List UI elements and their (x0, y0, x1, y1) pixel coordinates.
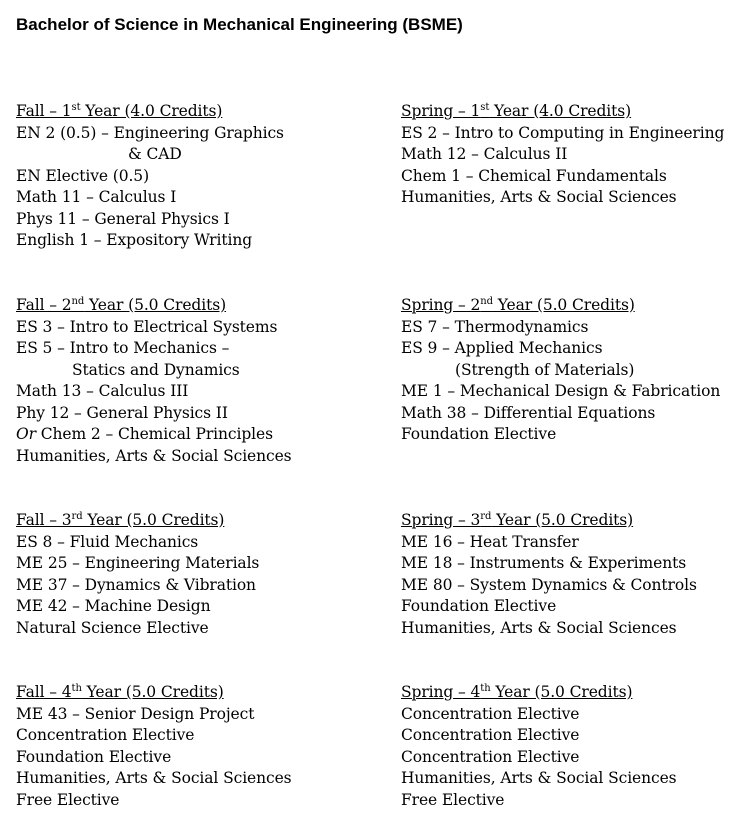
course-line: Math 38 – Differential Equations (401, 403, 656, 422)
course-line: Humanities, Arts & Social Sciences (401, 769, 677, 787)
course-line-continued: (Strength of Materials) (455, 360, 635, 379)
course-line: ES 5 – Intro to Mechanics – (16, 339, 230, 357)
course-line: ME 1 – Mechanical Design & Fabrication (401, 382, 721, 400)
course-line: Chem 1 – Chemical Fundamentals (401, 166, 667, 185)
semester-fall-year-1 (16, 101, 356, 252)
course-line: Foundation Elective (16, 747, 172, 766)
course-line: ME 37 – Dynamics & Vibration (16, 575, 256, 594)
semester-spring-year-1 (401, 101, 741, 209)
course-line: Free Elective (401, 790, 505, 809)
course-line: Free Elective (16, 790, 120, 809)
semester-fall-year-2 (16, 295, 356, 467)
semester-heading: Fall – 3rd Year (5.0 Credits) (16, 510, 225, 529)
semester-fall-year-4 (16, 682, 356, 811)
course-line: EN Elective (0.5) (16, 166, 150, 185)
course-line: ME 80 – System Dynamics & Controls (401, 575, 697, 594)
page-title: Bachelor of Science in Mechanical Engineering (BSME) (16, 15, 463, 34)
course-line-continued: & CAD (128, 145, 182, 163)
course-line: Foundation Elective (401, 597, 557, 615)
course-line: Humanities, Arts & Social Sciences (16, 446, 292, 465)
course-line: Concentration Elective (16, 726, 195, 744)
course-line: ME 43 – Senior Design Project (16, 704, 255, 723)
course-line: ES 2 – Intro to Computing in Engineering (401, 123, 725, 142)
semester-fall-year-3 (16, 510, 356, 639)
semester-heading: Fall – 1st Year (4.0 Credits) (16, 101, 223, 120)
course-line: ES 8 – Fluid Mechanics (16, 532, 199, 551)
semester-spring-year-4 (401, 682, 741, 811)
course-line: ME 18 – Instruments & Experiments (401, 554, 687, 572)
course-line: ES 7 – Thermodynamics (401, 317, 589, 336)
semester-heading: Spring – 4th Year (5.0 Credits) (401, 682, 633, 701)
course-line: Concentration Elective (401, 726, 580, 744)
semester-spring-year-3 (401, 510, 741, 639)
semester-heading: Spring – 3rd Year (5.0 Credits) (401, 510, 634, 529)
course-line: Humanities, Arts & Social Sciences (401, 618, 677, 637)
semester-spring-year-2 (401, 295, 741, 446)
course-line: Natural Science Elective (16, 618, 209, 637)
course-line: EN 2 (0.5) – Engineering Graphics (16, 123, 284, 142)
course-line-alternative: Or Chem 2 – Chemical Principles (16, 425, 273, 443)
course-line: Humanities, Arts & Social Sciences (401, 188, 677, 206)
course-line: Phy 12 – General Physics II (16, 403, 228, 422)
course-line: Math 13 – Calculus III (16, 382, 189, 400)
course-line: Math 12 – Calculus II (401, 145, 568, 163)
course-line: Math 11 – Calculus I (16, 188, 177, 206)
semester-heading: Fall – 4th Year (5.0 Credits) (16, 682, 224, 701)
course-line: English 1 – Expository Writing (16, 231, 253, 249)
course-line: Concentration Elective (401, 704, 580, 723)
semester-heading: Fall – 2nd Year (5.0 Credits) (16, 295, 227, 314)
course-line: ME 42 – Machine Design (16, 597, 211, 615)
course-line-continued: Statics and Dynamics (72, 360, 240, 379)
course-line: Phys 11 – General Physics I (16, 209, 230, 228)
course-line: ME 25 – Engineering Materials (16, 554, 260, 572)
course-line: Concentration Elective (401, 747, 580, 766)
course-line: Humanities, Arts & Social Sciences (16, 769, 292, 787)
semester-heading: Spring – 2nd Year (5.0 Credits) (401, 295, 635, 314)
course-line: Foundation Elective (401, 425, 557, 443)
course-line: ES 3 – Intro to Electrical Systems (16, 317, 278, 336)
course-line: ME 16 – Heat Transfer (401, 532, 579, 551)
semester-heading: Spring – 1st Year (4.0 Credits) (401, 101, 632, 120)
course-line: ES 9 – Applied Mechanics (401, 339, 603, 357)
